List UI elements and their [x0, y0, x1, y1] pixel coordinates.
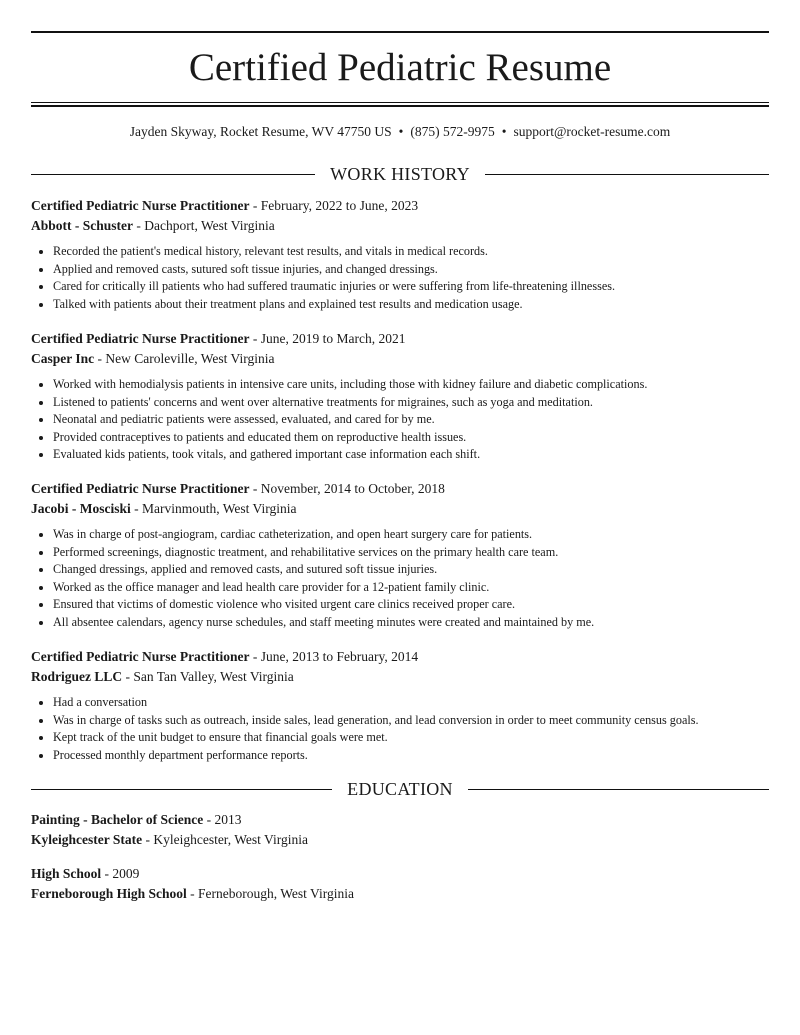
heading-rule-right — [485, 174, 769, 175]
education-degree: Painting - Bachelor of Science — [31, 812, 204, 827]
education-degree: High School — [31, 866, 102, 881]
contact-separator: • — [398, 124, 404, 139]
job-bullet: • Applied and removed casts, sutured soft tissue injuries, and changed dressings. — [53, 261, 769, 279]
job-title: Certified Pediatric Nurse Practitioner — [31, 481, 250, 496]
job-bullet: • Evaluated kids patients, took vitals, and gathered important case information each shift. — [53, 446, 769, 464]
job-company: Casper Inc — [31, 351, 95, 366]
title-rule-thin — [31, 102, 769, 103]
job-bullet: • Had a conversation — [53, 694, 769, 712]
work-history-heading — [31, 162, 769, 186]
resume-title: Certified Pediatric Resume — [188, 46, 612, 89]
job-bullet: • Kept track of the unit budget to ensure that financial goals were met. — [53, 729, 769, 747]
job-location: - New Caroleville, West Virginia — [94, 351, 275, 366]
job-bullet: • Talked with patients about their treatment plans and explained test results and medication usage. — [53, 296, 769, 314]
education-location: - Ferneborough, West Virginia — [186, 886, 354, 901]
work-history-label: WORK HISTORY — [330, 164, 470, 184]
education-school: Kyleighcester State — [31, 832, 143, 847]
job-entry — [31, 329, 769, 464]
job-bullet: • Neonatal and pediatric patients were assessed, evaluated, and cared for by me. — [53, 411, 769, 429]
job-entry — [31, 196, 769, 313]
job-location: - Dachport, West Virginia — [133, 218, 275, 233]
job-bullet: • Provided contraceptives to patients and educated them on reproductive health issues. — [53, 429, 769, 447]
job-title: Certified Pediatric Nurse Practitioner — [31, 331, 250, 346]
job-title: Certified Pediatric Nurse Practitioner — [31, 649, 250, 664]
job-bullet: • Worked with hemodialysis patients in intensive care units, including those with kidney failure and diabetic complications. — [53, 376, 769, 394]
education-entry — [31, 864, 769, 904]
job-company: Abbott - Schuster — [31, 218, 134, 233]
job-bullets — [31, 694, 769, 764]
education-heading — [31, 777, 769, 801]
education-entry — [31, 810, 769, 850]
job-company: Rodriguez LLC — [31, 669, 123, 684]
education-year: - 2009 — [101, 866, 140, 881]
job-dates: - February, 2022 to June, 2023 — [249, 198, 419, 213]
education-school: Ferneborough High School — [31, 886, 187, 901]
heading-rule-left — [31, 789, 332, 790]
contact-separator: • — [501, 124, 507, 139]
job-location: - Marvinmouth, West Virginia — [130, 501, 297, 516]
job-bullet: • Was in charge of tasks such as outreach, inside sales, lead generation, and lead conversion in order to meet community census goals. — [53, 712, 769, 730]
job-bullet: • Recorded the patient's medical history, relevant test results, and vitals in medical records. — [53, 243, 769, 261]
job-title: Certified Pediatric Nurse Practitioner — [31, 198, 250, 213]
job-bullet: • Worked as the office manager and lead health care provider for a 12-patient family clinic. — [53, 579, 769, 597]
job-dates: - June, 2019 to March, 2021 — [249, 331, 406, 346]
job-bullets — [31, 376, 769, 464]
contact-address: Jayden Skyway, Rocket Resume, WV 47750 US — [129, 124, 392, 139]
contact-line — [31, 122, 769, 142]
job-entry — [31, 479, 769, 632]
top-rule — [31, 31, 769, 33]
job-bullet: • Performed screenings, diagnostic treatment, and rehabilitative services on the primary health care team. — [53, 544, 769, 562]
job-bullets — [31, 243, 769, 313]
education-location: - Kyleighcester, West Virginia — [142, 832, 308, 847]
job-dates: - June, 2013 to February, 2014 — [249, 649, 419, 664]
job-bullet: • Changed dressings, applied and removed casts, and sutured soft tissue injuries. — [53, 561, 769, 579]
heading-rule-left — [31, 174, 315, 175]
contact-phone: (875) 572-9975 — [410, 124, 495, 139]
job-bullet: • Was in charge of post-angiogram, cardiac catheterization, and open heart surgery care for patients. — [53, 526, 769, 544]
job-bullets — [31, 526, 769, 632]
title-rule-thick — [31, 105, 769, 107]
heading-rule-right — [468, 789, 769, 790]
contact-email: support@rocket-resume.com — [513, 124, 671, 139]
job-location: - San Tan Valley, West Virginia — [122, 669, 294, 684]
job-bullet: • All absentee calendars, agency nurse schedules, and staff meeting minutes were created and maintained by me. — [53, 614, 769, 632]
job-bullet: • Ensured that victims of domestic violence who visited urgent care clinics received proper care. — [53, 596, 769, 614]
job-bullet: • Processed monthly department performance reports. — [53, 747, 769, 765]
job-bullet: • Cared for critically ill patients who had suffered traumatic injuries or were suffering from life-threatening illnesses. — [53, 278, 769, 296]
job-bullet: • Listened to patients' concerns and went over alternative treatments for migraines, such as yoga and meditation. — [53, 394, 769, 412]
education-label: EDUCATION — [347, 779, 453, 799]
job-entry — [31, 647, 769, 764]
education-year: - 2013 — [203, 812, 242, 827]
job-company: Jacobi - Mosciski — [31, 501, 131, 516]
job-dates: - November, 2014 to October, 2018 — [249, 481, 445, 496]
